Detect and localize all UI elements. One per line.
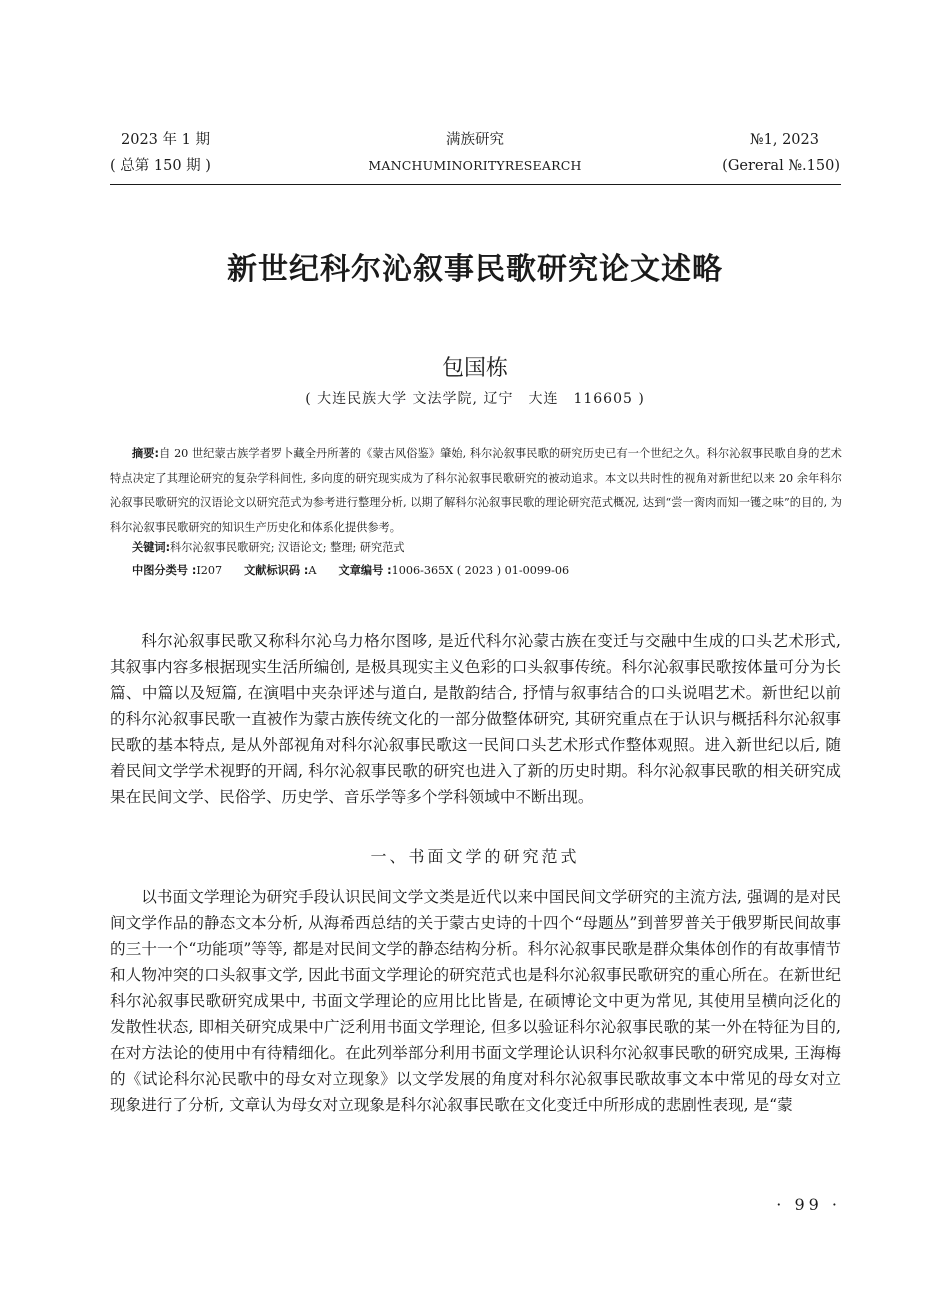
abstract-text: 自 20 世纪蒙古族学者罗卜藏全丹所著的《蒙古风俗鉴》肇始, 科尔沁叙事民歌的研究历史已有一个世纪之久。科尔沁叙事民歌自身的艺术特点决定了其理论研究的复杂学科间性, 多向度的研究现实成为了科尔沁叙事民歌研究的被动追求。本文以共时性的视角对新世纪以来 20 余年科尔沁叙事民歌研究的汉语论文以研究范式为参考进行整理分析, 以期了解科尔沁叙事民歌的理论研究范式概况, 达到“尝一脔肉而知一镬之味”的目的, 为科尔沁叙事民歌研究的知识生产历史化和体系化提供参考。 xyxy=(110,447,842,534)
journal-title: 满族研究 xyxy=(446,132,504,148)
section-heading-1: 一、书面文学的研究范式 xyxy=(370,847,580,866)
abstract xyxy=(110,442,842,540)
article-title: 新世纪科尔沁叙事民歌研究论文述略 xyxy=(227,252,723,287)
total-issue-label: ( 总第 150 期 ) xyxy=(110,158,211,174)
classification-line xyxy=(132,559,842,583)
author-name: 包国栋 xyxy=(441,356,508,381)
issue-number: №1, 2023 xyxy=(749,132,819,148)
doc-code-label: 文献标识码 : xyxy=(244,564,309,577)
keywords xyxy=(132,536,842,560)
journal-title-english: MANCHUMINORITYRESEARCH xyxy=(368,158,582,173)
keywords-text: 科尔沁叙事民歌研究; 汉语论文; 整理; 研究范式 xyxy=(170,541,405,554)
clc-value: I207 xyxy=(196,564,223,577)
article-number-value: 1006-365X ( 2023 ) 01-0099-06 xyxy=(391,564,570,577)
keywords-label: 关键词: xyxy=(132,541,171,554)
header-rule xyxy=(110,184,841,185)
issue-label: 2023 年 1 期 xyxy=(121,132,210,148)
doc-code-value: A xyxy=(308,564,317,577)
body-paragraph-2: 以书面文学理论为研究手段认识民间文学文类是近代以来中国民间文学研究的主流方法, 强调的是对民间文学作品的静态文本分析, 从海希西总结的关于蒙古史诗的十四个“母题丛”到普罗普关于俄罗斯民间故事的三十一个“功能项”等等, 都是对民间文学的静态结构分析。科尔沁叙事民歌是群众集体创作的有故事情节和人物冲突的口头叙事文学, 因此书面文学理论的研究范式也是科尔沁叙事民歌研究的重心所在。在新世纪科尔沁叙事民歌研究成果中, 书面文学理论的应用比比皆是, 在硕博论文中更为常见, 其使用呈横向泛化的发散性状态, 即相关研究成果中广泛利用书面文学理论, 但多以验证科尔沁叙事民歌的某一外在特征为目的, 在对方法论的使用中有待精细化。在此列举部分利用书面文学理论认识科尔沁叙事民歌的研究成果, 王海梅的《试论科尔沁民歌中的母女对立现象》以文学发展的角度对科尔沁叙事民歌故事文本中常见的母女对立现象进行了分析, 文章认为母女对立现象是科尔沁叙事民歌在文化变迁中所形成的悲剧性表现, 是“蒙 xyxy=(110,888,841,1114)
general-issue-number: (Gereral №.150) xyxy=(722,158,840,174)
article-number-label: 文章编号 : xyxy=(338,564,392,577)
author-affiliation: ( 大连民族大学 文法学院, 辽宁 大连 116605 ) xyxy=(305,391,645,407)
abstract-label: 摘要: xyxy=(132,447,160,460)
page-number: · 99 · xyxy=(776,1195,841,1214)
body-paragraph-1: 科尔沁叙事民歌又称科尔沁乌力格尔图哆, 是近代科尔沁蒙古族在变迁与交融中生成的口头艺术形式, 其叙事内容多根据现实生活所编创, 是极具现实主义色彩的口头叙事传统。科尔沁叙事民歌按体量可分为长篇、中篇以及短篇, 在演唱中夹杂评述与道白, 是散韵结合, 抒情与叙事结合的口头说唱艺术。新世纪以前的科尔沁叙事民歌一直被作为蒙古族传统文化的一部分做整体研究, 其研究重点在于认识与概括科尔沁叙事民歌的基本特点, 是从外部视角对科尔沁叙事民歌这一民间口头艺术形式作整体观照。进入新世纪以后, 随着民间文学学术视野的开阔, 科尔沁叙事民歌的研究也进入了新的历史时期。科尔沁叙事民歌的相关研究成果在民间文学、民俗学、历史学、音乐学等多个学科领域中不断出现。 xyxy=(110,632,841,806)
clc-label: 中图分类号 : xyxy=(132,564,197,577)
